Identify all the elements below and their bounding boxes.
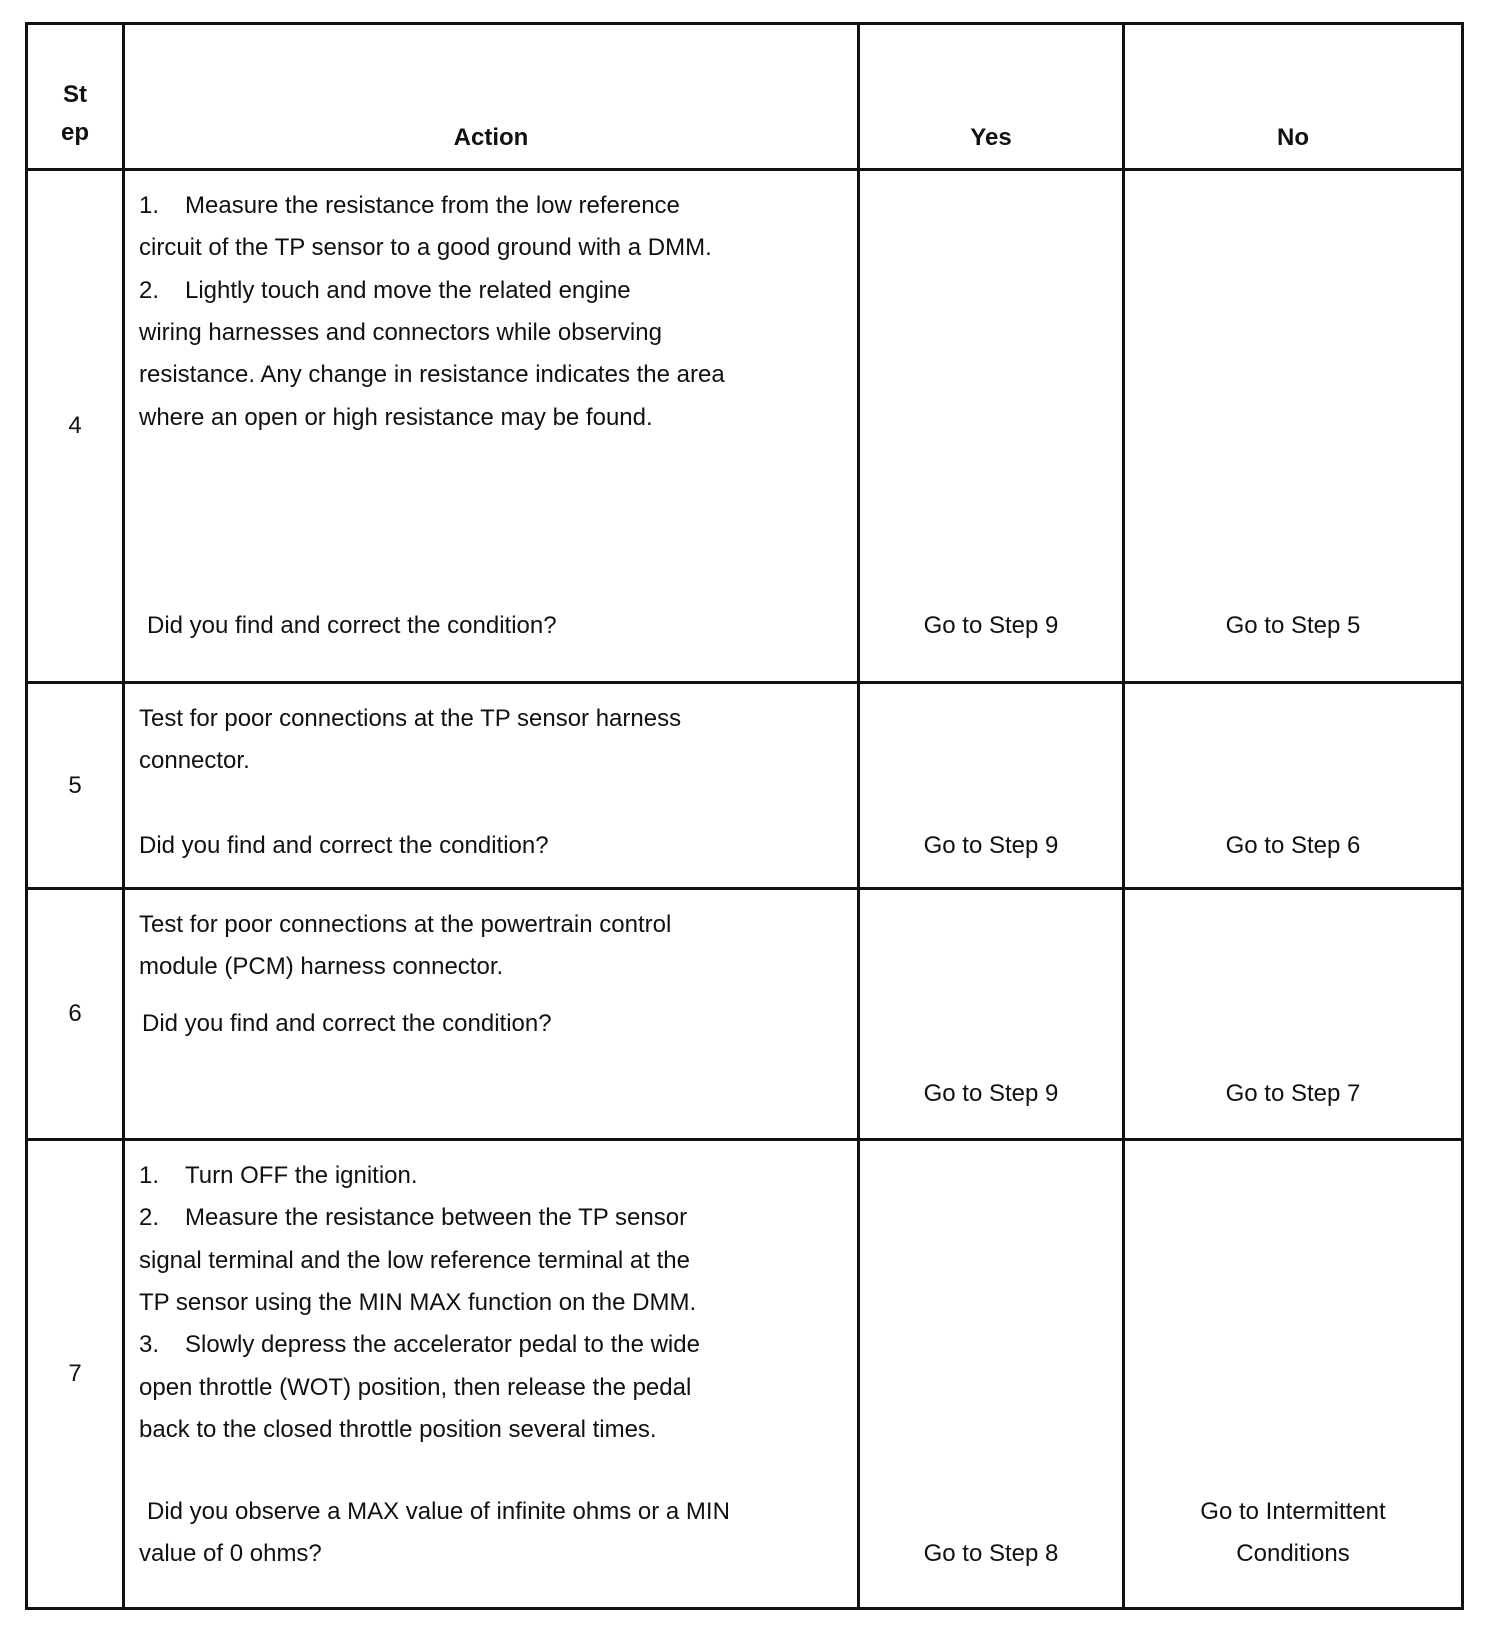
step-number: 7 [27, 1140, 124, 1609]
yes-result: Go to Step 9 [923, 832, 1059, 859]
no-result-line2: Conditions [1236, 1540, 1350, 1567]
no-result: Go to Step 6 [1225, 832, 1361, 859]
question-text: Did you find and correct the condition? [139, 832, 549, 859]
no-result-line1: Go to Intermittent [1200, 1498, 1386, 1525]
action-line: connector. [139, 747, 250, 774]
action-line: 3. Slowly depress the accelerator pedal to the wide [139, 1331, 700, 1358]
question-text-line1: Did you observe a MAX value of infinite ohms or a MIN [147, 1498, 730, 1525]
action-line: signal terminal and the low reference terminal at the [139, 1247, 690, 1274]
header-row [27, 24, 1463, 170]
table-row-step-7 [27, 1140, 1463, 1609]
action-line: open throttle (WOT) position, then release the pedal [139, 1374, 692, 1401]
table-row-step-4 [27, 170, 1463, 683]
action-line: back to the closed throttle position several times. [139, 1416, 657, 1443]
no-result: Go to Step 7 [1225, 1080, 1361, 1107]
action-line: 1. Measure the resistance from the low reference [139, 192, 680, 219]
no-result: Go to Step 5 [1225, 612, 1361, 639]
header-yes: Yes [859, 24, 1124, 170]
header-step-line2: ep [60, 119, 89, 146]
action-line: circuit of the TP sensor to a good ground with a DMM. [139, 234, 712, 261]
table-row-step-5 [27, 683, 1463, 889]
question-text: Did you find and correct the condition? [142, 1010, 552, 1037]
no-cell [1124, 683, 1463, 889]
yes-result: Go to Step 9 [923, 1080, 1059, 1107]
no-cell [1124, 1140, 1463, 1609]
step-number: 6 [27, 889, 124, 1140]
question-text: Did you find and correct the condition? [147, 612, 557, 639]
yes-result: Go to Step 8 [923, 1540, 1059, 1567]
step-number: 4 [27, 170, 124, 683]
header-no: No [1124, 24, 1463, 170]
action-cell [124, 170, 859, 683]
no-cell [1124, 170, 1463, 683]
action-line: Test for poor connections at the powertrain control [139, 911, 672, 938]
table-row-step-6 [27, 889, 1463, 1140]
header-step-line1: St [63, 81, 87, 108]
no-cell [1124, 889, 1463, 1140]
action-line: wiring harnesses and connectors while observing [139, 319, 662, 346]
header-action: Action [124, 24, 859, 170]
yes-cell [859, 1140, 1124, 1609]
action-line: resistance. Any change in resistance indicates the area [139, 361, 725, 388]
yes-cell [859, 683, 1124, 889]
header-step [27, 24, 124, 170]
action-line: Test for poor connections at the TP sensor harness [139, 705, 682, 732]
yes-cell [859, 170, 1124, 683]
yes-cell [859, 889, 1124, 1140]
action-cell [124, 1140, 859, 1609]
action-line: TP sensor using the MIN MAX function on the DMM. [139, 1289, 697, 1316]
action-line: 1. Turn OFF the ignition. [139, 1162, 418, 1189]
diagnostic-table [25, 22, 1464, 1610]
action-line: 2. Lightly touch and move the related engine [139, 277, 631, 304]
question-text-line2: value of 0 ohms? [139, 1540, 322, 1567]
action-cell [124, 683, 859, 889]
action-cell [124, 889, 859, 1140]
action-line: where an open or high resistance may be found. [139, 404, 653, 431]
action-line: 2. Measure the resistance between the TP sensor [139, 1204, 688, 1231]
yes-result: Go to Step 9 [923, 612, 1059, 639]
step-number: 5 [27, 683, 124, 889]
action-line: module (PCM) harness connector. [139, 953, 504, 980]
